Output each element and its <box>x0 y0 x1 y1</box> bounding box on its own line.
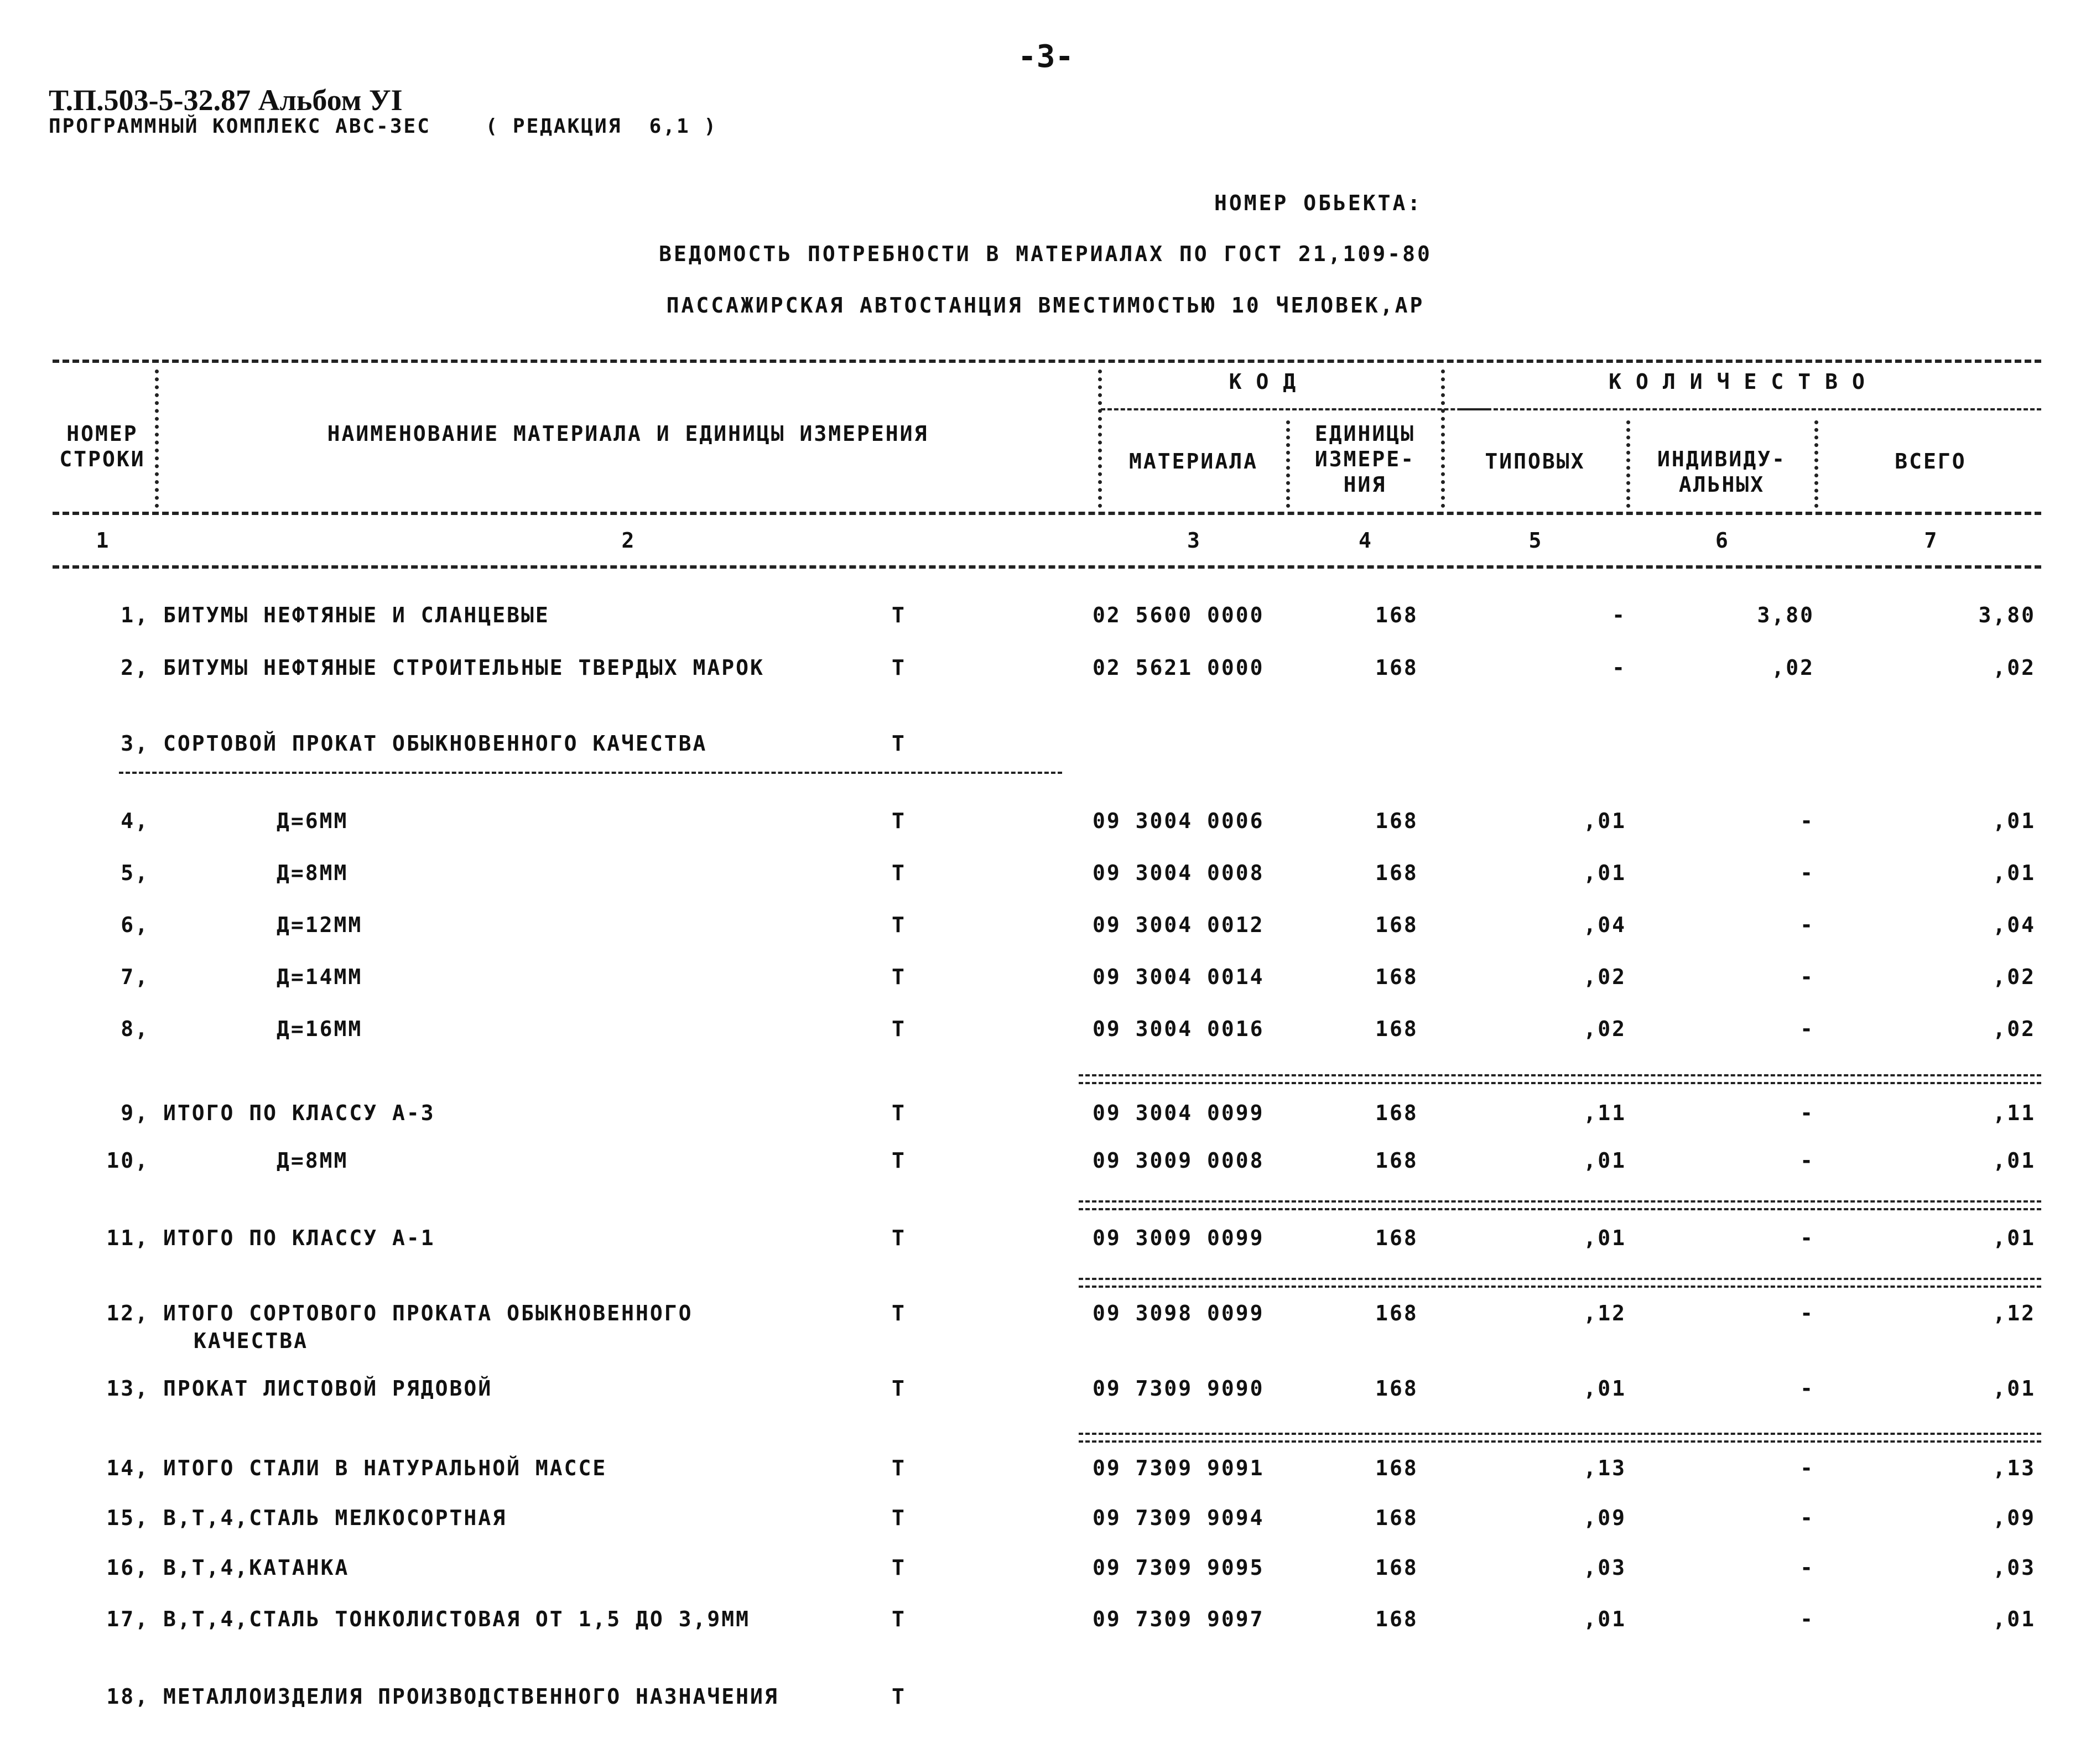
section-underline <box>119 772 1062 774</box>
material-code: 09 3009 0008 <box>1093 1148 1265 1173</box>
unit: Т <box>892 1148 906 1173</box>
row-number: 1, <box>121 603 149 627</box>
unit-code: 168 <box>1375 603 1418 627</box>
individual-qty: ,02 <box>1771 655 1814 680</box>
material-name: Д=8ММ <box>277 861 348 885</box>
unit: Т <box>892 1376 906 1401</box>
typical-qty: - <box>1612 603 1626 627</box>
total-qty: ,02 <box>1993 965 2036 989</box>
material-name: В,Т,4,КАТАНКА <box>163 1555 350 1580</box>
row-number: 16, <box>106 1555 149 1580</box>
total-qty: 3,80 <box>1978 603 2036 627</box>
unit-code: 168 <box>1375 1506 1418 1530</box>
total-qty: ,09 <box>1993 1506 2036 1530</box>
unit-code: 168 <box>1375 965 1418 989</box>
material-name: ПРОКАТ ЛИСТОВОЙ РЯДОВОЙ <box>163 1376 493 1401</box>
row-number: 6, <box>121 913 149 937</box>
typical-qty: - <box>1612 655 1626 680</box>
typical-qty: ,03 <box>1583 1555 1626 1580</box>
unit: Т <box>892 1607 906 1631</box>
individual-qty: - <box>1800 913 1814 937</box>
unit: Т <box>892 861 906 885</box>
typical-qty: ,01 <box>1583 1376 1626 1401</box>
object-number-label: НОМЕР ОБЬЕКТА: <box>1214 191 1423 215</box>
typical-qty: ,01 <box>1583 809 1626 833</box>
individual-qty: - <box>1800 1148 1814 1173</box>
individual-qty: - <box>1800 965 1814 989</box>
unit-code: 168 <box>1375 1607 1418 1631</box>
header-total: ВСЕГО <box>1895 449 1967 473</box>
row-number: 13, <box>106 1376 149 1401</box>
column-number: 2 <box>621 528 634 553</box>
total-qty: ,11 <box>1993 1101 2036 1125</box>
row-number: 2, <box>121 655 149 680</box>
typical-qty: ,13 <box>1583 1456 1626 1480</box>
header-quantity-group: КОЛИЧЕСТВО <box>1609 370 1879 394</box>
album-title: Т.П.503-5-32.87 Альбом УI <box>49 84 403 117</box>
material-name: ИТОГО ПО КЛАССУ А-3 <box>163 1101 435 1125</box>
material-code: 09 7309 9097 <box>1093 1607 1265 1631</box>
material-code: 09 3004 0014 <box>1093 965 1265 989</box>
unit: Т <box>892 913 906 937</box>
typical-qty: ,12 <box>1583 1301 1626 1325</box>
column-number: 4 <box>1359 528 1371 553</box>
material-code: 09 3004 0016 <box>1093 1017 1265 1041</box>
header-material-name: НАИМЕНОВАНИЕ МАТЕРИАЛА И ЕДИНИЦЫ ИЗМЕРЕНИЯ <box>327 422 929 446</box>
individual-qty: - <box>1800 1555 1814 1580</box>
typical-qty: ,04 <box>1583 913 1626 937</box>
row-number: 4, <box>121 809 149 833</box>
individual-qty: - <box>1800 861 1814 885</box>
total-qty: ,01 <box>1993 1607 2036 1631</box>
material-name: В,Т,4,СТАЛЬ МЕЛКОСОРТНАЯ <box>163 1506 507 1530</box>
material-name: БИТУМЫ НЕФТЯНЫЕ СТРОИТЕЛЬНЫЕ ТВЕРДЫХ МАРОК <box>163 655 764 680</box>
material-name-continuation: КАЧЕСТВА <box>194 1329 309 1353</box>
page-number: -3- <box>1018 39 1074 75</box>
code-group-rule <box>1101 408 1488 410</box>
total-qty: ,12 <box>1993 1301 2036 1325</box>
unit: Т <box>892 1456 906 1480</box>
header-individual-2: АЛЬНЫХ <box>1678 472 1765 497</box>
row-number: 18, <box>106 1684 149 1709</box>
row-number: 7, <box>121 965 149 989</box>
column-number: 1 <box>96 528 109 553</box>
total-qty: ,01 <box>1993 809 2036 833</box>
total-qty: ,03 <box>1993 1555 2036 1580</box>
unit: Т <box>892 965 906 989</box>
individual-qty: - <box>1800 1376 1814 1401</box>
row-number: 17, <box>106 1607 149 1631</box>
qty-group-rule <box>1460 408 2041 410</box>
subtotal-rule <box>1079 1200 2041 1210</box>
material-code: 09 3004 0099 <box>1093 1101 1265 1125</box>
document-title: ВЕДОМОСТЬ ПОТРЕБНОСТИ В МАТЕРИАЛАХ ПО ГОСТ 21,109-80 <box>659 242 1432 266</box>
material-name: ИТОГО СОРТОВОГО ПРОКАТА ОБЫКНОВЕННОГО <box>163 1301 693 1325</box>
unit-code: 168 <box>1375 1101 1418 1125</box>
subtotal-rule <box>1079 1074 2041 1084</box>
material-code: 09 3009 0099 <box>1093 1226 1265 1250</box>
typical-qty: ,01 <box>1583 1226 1626 1250</box>
material-name: Д=6ММ <box>277 809 348 833</box>
column-number: 3 <box>1187 528 1200 553</box>
row-number: 15, <box>106 1506 149 1530</box>
typical-qty: ,02 <box>1583 1017 1626 1041</box>
typical-qty: ,09 <box>1583 1506 1626 1530</box>
header-row-number-1: НОМЕР <box>66 422 138 446</box>
unit: Т <box>892 655 906 680</box>
material-code: 09 7309 9090 <box>1093 1376 1265 1401</box>
column-number: 5 <box>1528 528 1542 553</box>
individual-qty: - <box>1800 1456 1814 1480</box>
individual-qty: - <box>1800 1607 1814 1631</box>
material-name: Д=12ММ <box>277 913 363 937</box>
material-code: 09 3004 0012 <box>1093 913 1265 937</box>
header-unit-1: ЕДИНИЦЫ <box>1314 422 1416 446</box>
material-name: СОРТОВОЙ ПРОКАТ ОБЫКНОВЕННОГО КАЧЕСТВА <box>163 731 708 756</box>
unit: Т <box>892 1506 906 1530</box>
unit: Т <box>892 1684 906 1709</box>
unit: Т <box>892 1017 906 1041</box>
unit: Т <box>892 1301 906 1325</box>
unit: Т <box>892 1555 906 1580</box>
unit-code: 168 <box>1375 861 1418 885</box>
material-code: 02 5621 0000 <box>1093 655 1265 680</box>
material-code: 09 3004 0008 <box>1093 861 1265 885</box>
header-unit-2: ИЗМЕРЕ- <box>1314 447 1416 471</box>
material-name: МЕТАЛЛОИЗДЕЛИЯ ПРОИЗВОДСТВЕННОГО НАЗНАЧЕНИЯ <box>163 1684 779 1709</box>
header-separator <box>1441 370 1445 508</box>
individual-qty: - <box>1800 1226 1814 1250</box>
unit-code: 168 <box>1375 1017 1418 1041</box>
header-separator <box>1814 420 1818 508</box>
row-number: 8, <box>121 1017 149 1041</box>
header-code-group: КОД <box>1229 370 1310 394</box>
subtotal-rule <box>1079 1433 2041 1443</box>
header-separator <box>155 370 159 508</box>
header-separator <box>1286 420 1290 508</box>
header-typical: ТИПОВЫХ <box>1485 449 1585 473</box>
individual-qty: - <box>1800 1017 1814 1041</box>
header-individual-1: ИНДИВИДУ- <box>1657 447 1786 471</box>
material-code: 09 7309 9091 <box>1093 1456 1265 1480</box>
material-name: ИТОГО ПО КЛАССУ А-1 <box>163 1226 435 1250</box>
column-numbers-rule <box>53 565 2041 569</box>
material-code: 02 5600 0000 <box>1093 603 1265 627</box>
typical-qty: ,01 <box>1583 861 1626 885</box>
individual-qty: - <box>1800 1101 1814 1125</box>
unit-code: 168 <box>1375 1456 1418 1480</box>
total-qty: ,01 <box>1993 1148 2036 1173</box>
unit-code: 168 <box>1375 913 1418 937</box>
typical-qty: ,11 <box>1583 1101 1626 1125</box>
unit: Т <box>892 1101 906 1125</box>
total-qty: ,04 <box>1993 913 2036 937</box>
unit-code: 168 <box>1375 1376 1418 1401</box>
material-name: БИТУМЫ НЕФТЯНЫЕ И СЛАНЦЕВЫЕ <box>163 603 550 627</box>
unit-code: 168 <box>1375 1555 1418 1580</box>
row-number: 3, <box>121 731 149 756</box>
material-name: В,Т,4,СТАЛЬ ТОНКОЛИСТОВАЯ ОТ 1,5 ДО 3,9ММ <box>163 1607 750 1631</box>
header-row-number-2: СТРОКИ <box>59 447 145 471</box>
unit: Т <box>892 1226 906 1250</box>
unit-code: 168 <box>1375 809 1418 833</box>
header-separator <box>1098 370 1102 508</box>
column-number: 6 <box>1715 528 1728 553</box>
row-number: 14, <box>106 1456 149 1480</box>
total-qty: ,01 <box>1993 1376 2036 1401</box>
unit-code: 168 <box>1375 1301 1418 1325</box>
total-qty: ,02 <box>1993 1017 2036 1041</box>
material-code: 09 3004 0006 <box>1093 809 1265 833</box>
header-bottom-rule <box>53 512 2041 515</box>
material-name: Д=16ММ <box>277 1017 363 1041</box>
material-code: 09 7309 9095 <box>1093 1555 1265 1580</box>
individual-qty: 3,80 <box>1757 603 1814 627</box>
program-line: ПРОГРАММНЫЙ КОМПЛЕКС АВС-3ЕС ( РЕДАКЦИЯ 6,1 ) <box>49 115 718 138</box>
material-name: Д=8ММ <box>277 1148 348 1173</box>
individual-qty: - <box>1800 1506 1814 1530</box>
material-name: ИТОГО СТАЛИ В НАТУРАЛЬНОЙ МАССЕ <box>163 1456 607 1480</box>
typical-qty: ,02 <box>1583 965 1626 989</box>
total-qty: ,01 <box>1993 861 2036 885</box>
total-qty: ,01 <box>1993 1226 2036 1250</box>
unit: Т <box>892 603 906 627</box>
typical-qty: ,01 <box>1583 1607 1626 1631</box>
row-number: 9, <box>121 1101 149 1125</box>
table-top-rule <box>53 360 2041 363</box>
subtotal-rule <box>1079 1278 2041 1288</box>
document-subtitle: ПАССАЖИРСКАЯ АВТОСТАНЦИЯ ВМЕСТИМОСТЬЮ 10 ЧЕЛОВЕК,АР <box>666 293 1425 318</box>
unit: Т <box>892 731 906 756</box>
header-unit-3: НИЯ <box>1343 472 1387 497</box>
row-number: 5, <box>121 861 149 885</box>
unit-code: 168 <box>1375 655 1418 680</box>
material-name: Д=14ММ <box>277 965 363 989</box>
total-qty: ,13 <box>1993 1456 2036 1480</box>
row-number: 10, <box>106 1148 149 1173</box>
column-number: 7 <box>1924 528 1937 553</box>
row-number: 12, <box>106 1301 149 1325</box>
row-number: 11, <box>106 1226 149 1250</box>
material-code: 09 3098 0099 <box>1093 1301 1265 1325</box>
material-code: 09 7309 9094 <box>1093 1506 1265 1530</box>
individual-qty: - <box>1800 809 1814 833</box>
header-material-code: МАТЕРИАЛА <box>1129 449 1258 473</box>
header-separator <box>1626 420 1630 508</box>
unit-code: 168 <box>1375 1148 1418 1173</box>
typical-qty: ,01 <box>1583 1148 1626 1173</box>
total-qty: ,02 <box>1993 655 2036 680</box>
unit-code: 168 <box>1375 1226 1418 1250</box>
individual-qty: - <box>1800 1301 1814 1325</box>
unit: Т <box>892 809 906 833</box>
